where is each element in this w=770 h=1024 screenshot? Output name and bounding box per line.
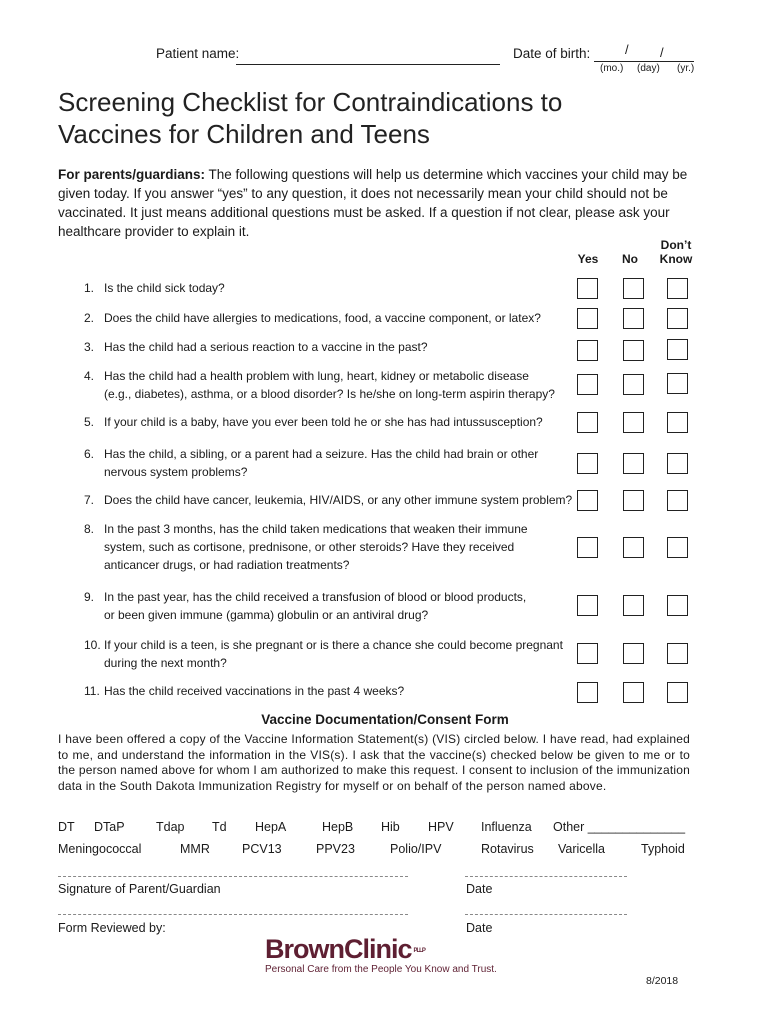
dob-day-label: (day) [637, 63, 660, 74]
q10-no-checkbox[interactable] [623, 643, 644, 664]
footer-date: 8/2018 [646, 975, 679, 987]
date-field-2[interactable] [465, 914, 627, 915]
q3-dont-know-checkbox[interactable] [667, 339, 688, 360]
title-line-2: Vaccines for Children and Teens [58, 119, 430, 149]
consent-title: Vaccine Documentation/Consent Form [261, 712, 509, 727]
q4-dont-know-checkbox[interactable] [667, 373, 688, 394]
logo-brand: BrownClinic [265, 934, 412, 964]
q3-no-checkbox[interactable] [623, 340, 644, 361]
question-3 [84, 338, 579, 356]
q5-dont-know-checkbox[interactable] [667, 412, 688, 433]
intro-bold: For parents/guardians: [58, 167, 206, 182]
dob-sep-1: / [625, 42, 629, 57]
q6-no-checkbox[interactable] [623, 453, 644, 474]
q2-dont-know-checkbox[interactable] [667, 308, 688, 329]
question-text-cont: anticancer drugs, or had radiation treatments? [104, 558, 350, 572]
dob-sep-2: / [660, 45, 664, 60]
vaccine-influenza[interactable]: Influenza [481, 820, 532, 834]
question-8 [84, 520, 579, 574]
question-2 [84, 309, 579, 327]
question-6 [84, 445, 579, 481]
brown-clinic-logo [265, 934, 497, 975]
question-text: Is the child sick today? [104, 281, 225, 295]
logo-tagline: Personal Care from the People You Know and Trust. [265, 963, 497, 975]
q7-yes-checkbox[interactable] [577, 490, 598, 511]
vaccine-rotavirus[interactable]: Rotavirus [481, 842, 534, 856]
title-line-1: Screening Checklist for Contraindications to [58, 87, 563, 117]
intro-paragraph [58, 165, 708, 241]
date-field-1[interactable] [465, 876, 627, 877]
q9-dont-know-checkbox[interactable] [667, 595, 688, 616]
vaccine-meningococcal[interactable]: Meningococcal [58, 842, 142, 856]
q8-dont-know-checkbox[interactable] [667, 537, 688, 558]
question-text-cont: (e.g., diabetes), asthma, or a blood disorder? Is he/she on long-term aspirin therapy? [104, 387, 555, 401]
vaccine-polio-ipv[interactable]: Polio/IPV [390, 842, 442, 856]
q4-yes-checkbox[interactable] [577, 374, 598, 395]
dob-field[interactable] [594, 61, 694, 62]
question-9 [84, 588, 579, 624]
question-number: 11. [84, 684, 100, 698]
question-number: 9. [84, 590, 95, 604]
col-dont-know-1: Don’t [660, 238, 692, 252]
q8-yes-checkbox[interactable] [577, 537, 598, 558]
question-text-cont: system, such as cortisone, prednisone, or other steroids? Have they received [104, 540, 515, 554]
date-label-2: Date [466, 921, 493, 935]
q6-dont-know-checkbox[interactable] [667, 453, 688, 474]
question-number: 8. [84, 522, 95, 536]
col-dont-know [656, 238, 696, 266]
question-4 [84, 367, 579, 403]
question-number: 10. [84, 638, 101, 652]
vaccine-hepb[interactable]: HepB [322, 820, 354, 834]
q10-yes-checkbox[interactable] [577, 643, 598, 664]
question-text: In the past 3 months, has the child taken medications that weaken their immune [104, 522, 528, 536]
question-text-cont: nervous system problems? [104, 465, 248, 479]
question-7 [84, 491, 579, 509]
q4-no-checkbox[interactable] [623, 374, 644, 395]
dob-yr-label: (yr.) [677, 63, 695, 74]
parent-signature-field[interactable] [58, 876, 408, 877]
parent-signature-label: Signature of Parent/Guardian [58, 882, 221, 896]
question-text-cont: during the next month? [104, 656, 227, 670]
question-text: Does the child have cancer, leukemia, HIV/AIDS, or any other immune system problem? [104, 493, 573, 507]
question-1 [84, 279, 579, 297]
vaccine-hpv[interactable]: HPV [428, 820, 454, 834]
vaccine-ppv23[interactable]: PPV23 [316, 842, 355, 856]
q3-yes-checkbox[interactable] [577, 340, 598, 361]
vaccine-typhoid[interactable]: Typhoid [641, 842, 685, 856]
q6-yes-checkbox[interactable] [577, 453, 598, 474]
q10-dont-know-checkbox[interactable] [667, 643, 688, 664]
patient-name-field[interactable] [236, 64, 500, 65]
question-number: 5. [84, 415, 95, 429]
question-text: Has the child had a health problem with lung, heart, kidney or metabolic disease [104, 369, 529, 383]
patient-name-label: Patient name: [156, 46, 240, 61]
question-11 [84, 682, 579, 700]
vaccine-hepa[interactable]: HepA [255, 820, 287, 834]
question-text: If your child is a baby, have you ever been told he or she has had intussusception? [104, 415, 543, 429]
question-number: 6. [84, 447, 95, 461]
form-reviewed-label: Form Reviewed by: [58, 921, 166, 935]
vaccine-other[interactable]: Other ______________ [553, 820, 686, 834]
question-10 [84, 636, 579, 672]
q1-dont-know-checkbox[interactable] [667, 278, 688, 299]
q1-yes-checkbox[interactable] [577, 278, 598, 299]
col-yes: Yes [577, 252, 599, 266]
date-label-1: Date [466, 882, 493, 896]
q8-no-checkbox[interactable] [623, 537, 644, 558]
q5-yes-checkbox[interactable] [577, 412, 598, 433]
dob-mo-label: (mo.) [600, 63, 624, 74]
consent-text: I have been offered a copy of the Vaccine Information Statement(s) (VIS) circled below. I have read, had explained to me, and understand the information in the VIS(s). I ask that the vaccine(s) checked below be given to me or to the person named above for whom I am authorized to make this request. I consent to inclusion of the immunization data in the South Dakota Immunization Registry for myself or on behalf of the person named above. [58, 732, 690, 793]
q11-yes-checkbox[interactable] [577, 682, 598, 703]
vaccine-dtap[interactable]: DTaP [94, 820, 125, 834]
q2-no-checkbox[interactable] [623, 308, 644, 329]
vaccine-pcv13[interactable]: PCV13 [242, 842, 282, 856]
q7-no-checkbox[interactable] [623, 490, 644, 511]
question-text: Has the child received vaccinations in the past 4 weeks? [104, 684, 405, 698]
col-no: No [622, 252, 638, 266]
question-text: Does the child have allergies to medications, food, a vaccine component, or latex? [104, 311, 541, 325]
q11-dont-know-checkbox[interactable] [667, 682, 688, 703]
dob-label: Date of birth: [513, 46, 591, 61]
question-number: 3. [84, 340, 95, 354]
q9-yes-checkbox[interactable] [577, 595, 598, 616]
vaccine-hib[interactable]: Hib [381, 820, 400, 834]
vaccine-tdap[interactable]: Tdap [156, 820, 185, 834]
vaccine-td[interactable]: Td [212, 820, 227, 834]
question-number: 2. [84, 311, 95, 325]
q7-dont-know-checkbox[interactable] [667, 490, 688, 511]
q1-no-checkbox[interactable] [623, 278, 644, 299]
vaccine-varicella[interactable]: Varicella [558, 842, 606, 856]
page-title [58, 86, 658, 150]
question-number: 1. [84, 281, 95, 295]
vaccine-dt[interactable]: DT [58, 820, 75, 834]
reviewer-signature-field[interactable] [58, 914, 408, 915]
q9-no-checkbox[interactable] [623, 595, 644, 616]
question-text: In the past year, has the child received a transfusion of blood or blood products, [104, 590, 527, 604]
q11-no-checkbox[interactable] [623, 682, 644, 703]
vaccine-mmr[interactable]: MMR [180, 842, 210, 856]
question-text: Has the child, a sibling, or a parent had a seizure. Has the child had brain or other [104, 447, 539, 461]
question-text: Has the child had a serious reaction to a vaccine in the past? [104, 340, 428, 354]
question-text: If your child is a teen, is she pregnant or is there a chance she could become pregnant [104, 638, 563, 652]
q5-no-checkbox[interactable] [623, 412, 644, 433]
question-number: 7. [84, 493, 95, 507]
intro-text: The following questions will help us determine which vaccines your child may be given today. If you answer “yes” to any question, it does not necessarily mean your child should not be vaccinated. It just means additional questions must be asked. If a question if not clear, please ask your healthcare provider to explain it. [58, 167, 688, 239]
q2-yes-checkbox[interactable] [577, 308, 598, 329]
col-dont-know-2: Know [659, 252, 693, 266]
logo-pllp: PLLP [413, 947, 425, 954]
question-text-cont: or been given immune (gamma) globulin or an antiviral drug? [104, 608, 429, 622]
question-5 [84, 413, 579, 431]
question-number: 4. [84, 369, 95, 383]
